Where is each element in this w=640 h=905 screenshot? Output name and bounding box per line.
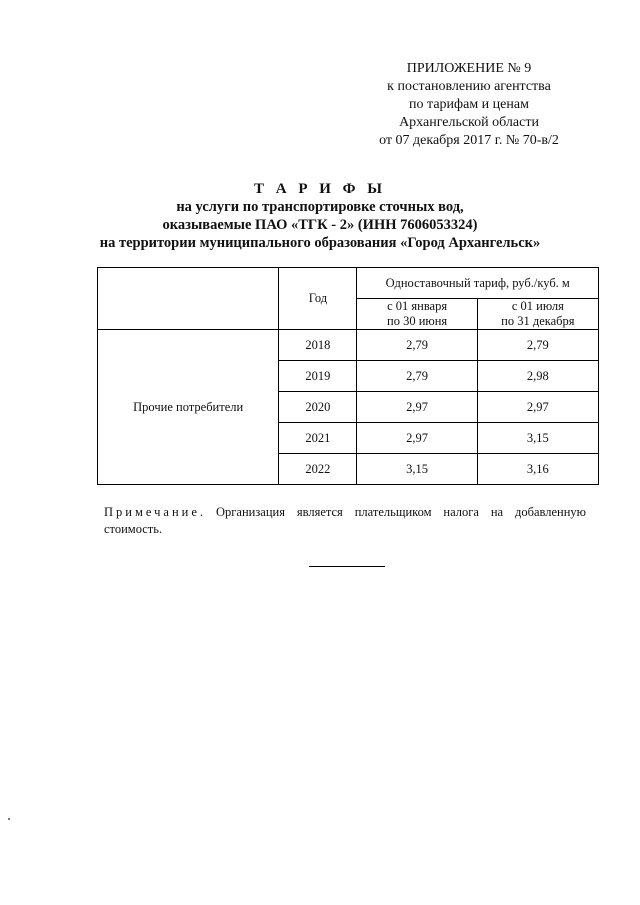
year-cell: 2019 (279, 361, 357, 392)
note-text: Организация является плательщиком налога на добавленную стоимость. (104, 505, 586, 536)
scan-speck (8, 818, 10, 820)
consumer-header-cell (98, 268, 279, 330)
year-cell: 2018 (279, 330, 357, 361)
year-header: Год (279, 268, 357, 330)
end-divider (309, 566, 385, 567)
tariff-cell: 3,15 (357, 454, 477, 485)
appendix-date: от 07 декабря 2017 г. № 70-в/2 (379, 133, 559, 148)
appendix-line: по тарифам и ценам (409, 97, 529, 112)
tariff-cell: 3,15 (477, 423, 598, 454)
appendix-line: Архангельской области (399, 115, 539, 130)
consumer-category: Прочие потребители (98, 330, 279, 485)
tariff-cell: 2,79 (357, 361, 477, 392)
tariff-cell: 3,16 (477, 454, 598, 485)
tariff-cell: 2,98 (477, 361, 598, 392)
year-cell: 2022 (279, 454, 357, 485)
tariff-table (97, 267, 599, 485)
year-cell: 2021 (279, 423, 357, 454)
document-title: Т А Р И Ф Ы (253, 181, 387, 197)
tariff-cell: 2,97 (357, 392, 477, 423)
document-heading (0, 180, 640, 252)
heading-line: на территории муниципального образования «Город Архангельск» (99, 235, 541, 251)
tariff-cell: 2,79 (357, 330, 477, 361)
table-row (98, 330, 599, 361)
tariff-header: Одноставочный тариф, руб./куб. м (357, 268, 599, 299)
tariff-cell: 2,79 (477, 330, 598, 361)
tariff-cell: 2,97 (357, 423, 477, 454)
period-second-half: с 01 июля по 31 декабря (477, 299, 598, 330)
appendix-block (360, 60, 578, 150)
note-label: Примечание. (104, 505, 207, 519)
period-first-half: с 01 января по 30 июня (357, 299, 477, 330)
appendix-line: к постановлению агентства (387, 79, 551, 94)
note-block (104, 504, 586, 538)
heading-line: на услуги по транспортировке сточных вод, (176, 199, 464, 215)
heading-line: оказываемые ПАО «ТГК - 2» (ИНН 7606053324) (162, 217, 478, 233)
year-cell: 2020 (279, 392, 357, 423)
appendix-number: ПРИЛОЖЕНИЕ № 9 (406, 61, 532, 76)
tariff-cell: 2,97 (477, 392, 598, 423)
